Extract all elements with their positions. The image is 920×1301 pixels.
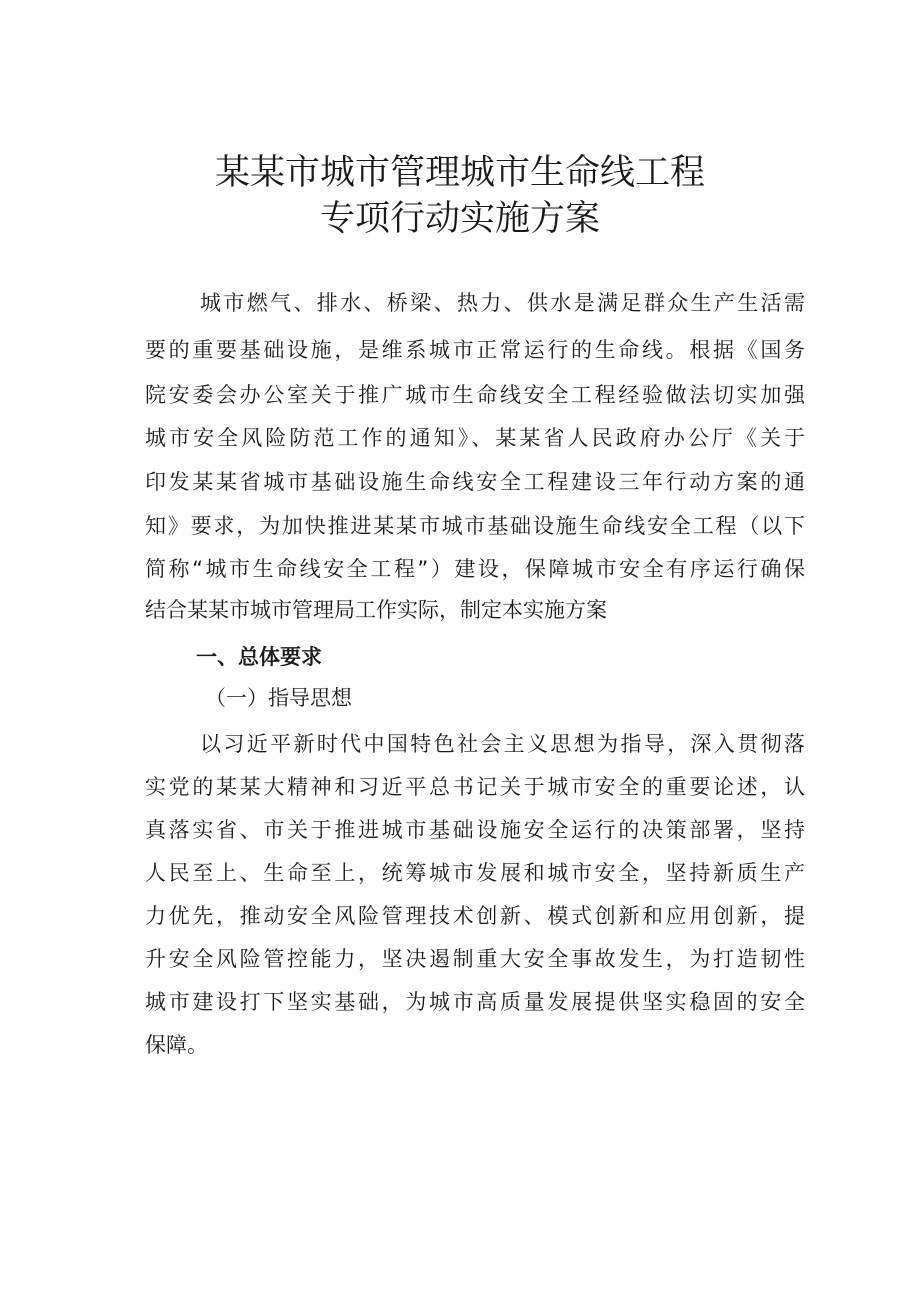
guiding-line: 保障。 [145,1033,208,1057]
subsection-heading: （一）指导思想 [205,686,352,710]
guiding-line: 真落实省、市关于推进城市基础设施安全运行的决策部署，坚持 [145,818,805,842]
intro-line: 院安委会办公室关于推广城市生命线安全工程经验做法切实加强 [145,383,805,407]
guiding-line: 城市建设打下坚实基础，为城市高质量发展提供坚实稳固的安全 [145,990,805,1014]
intro-line: 城市安全风险防范工作的通知》、某某省人民政府办公厅《关于 [145,426,805,450]
intro-line: 结合某某市城市管理局工作实际，制定本实施方案 [145,598,607,622]
guiding-line: 升安全风险管控能力，坚决遏制重大安全事故发生，为打造韧性 [145,947,805,971]
intro-line: 简称“城市生命线安全工程”）建设，保障城市安全有序运行确保 [145,557,805,581]
intro-line: 城市燃气、排水、桥梁、热力、供水是满足群众生产生活需 [200,291,805,315]
guiding-line: 以习近平新时代中国特色社会主义思想为指导，深入贯彻落 [200,732,805,756]
intro-line: 印发某某省城市基础设施生命线安全工程建设三年行动方案的通 [145,470,805,494]
intro-line: 要的重要基础设施，是维系城市正常运行的生命线。根据《国务 [145,338,805,362]
document-title [0,150,920,242]
title-line-1: 某某市城市管理城市生命线工程 [214,153,705,193]
intro-line: 知》要求，为加快推进某某市城市基础设施生命线安全工程（以下 [145,514,805,538]
guiding-line: 力优先，推动安全风险管理技术创新、模式创新和应用创新，提 [145,904,805,928]
guiding-line: 人民至上、生命至上，统筹城市发展和城市安全，坚持新质生产 [145,861,805,885]
title-line-2: 专项行动实施方案 [319,199,600,239]
guiding-line: 实党的某某大精神和习近平总书记关于城市安全的重要论述，认 [145,775,805,799]
section-heading: 一、总体要求 [196,645,322,669]
